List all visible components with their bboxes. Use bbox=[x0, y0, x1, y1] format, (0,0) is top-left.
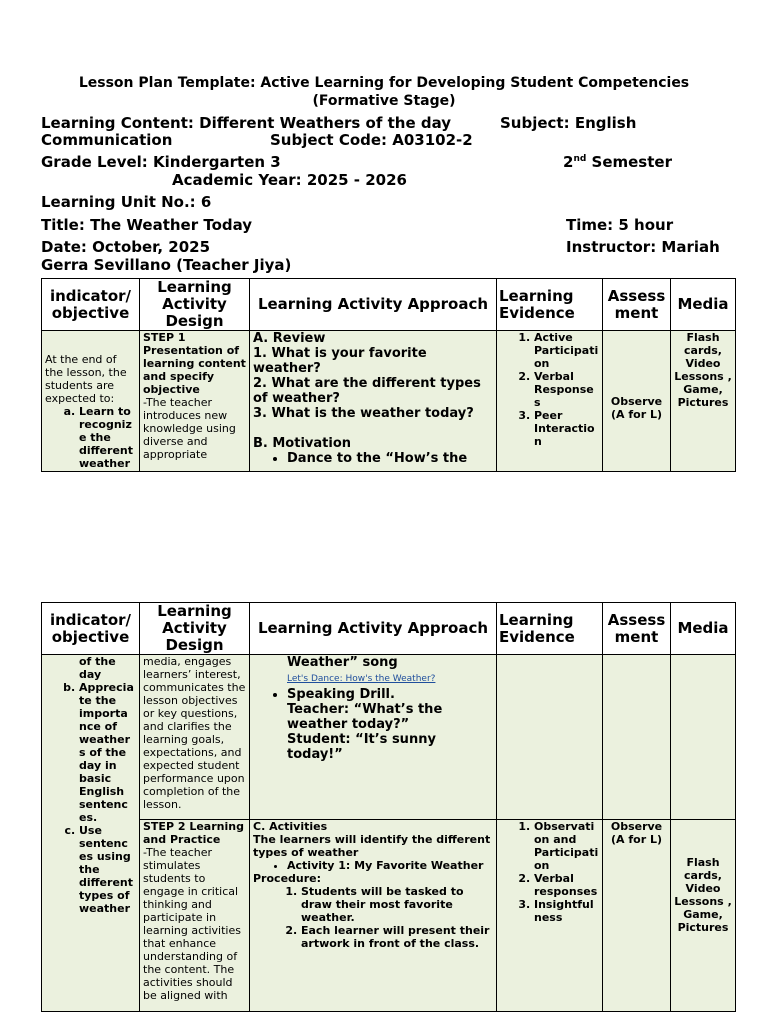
col-evidence: Learning Evidence bbox=[497, 603, 603, 655]
speaking-teacher: Teacher: “What’s the weather today?” bbox=[287, 702, 443, 732]
table-header-row bbox=[42, 279, 736, 331]
lesson-table-page2 bbox=[41, 602, 736, 1012]
table-row bbox=[42, 655, 736, 820]
subject-communication: Communication bbox=[41, 131, 173, 149]
procedure-step: 1. Students will be tasked to draw their most favorite weather. bbox=[301, 885, 493, 924]
col-assessment: Assess ment bbox=[603, 279, 671, 331]
procedure-label: Procedure: bbox=[253, 872, 322, 885]
speaking-title: • Speaking Drill. bbox=[287, 687, 493, 702]
learning-unit: Learning Unit No.: 6 bbox=[41, 193, 212, 211]
evidence-list bbox=[500, 820, 599, 924]
semester-ordinal: nd bbox=[573, 154, 587, 164]
design-cell bbox=[140, 820, 250, 1012]
lesson-title: Title: The Weather Today bbox=[41, 216, 253, 234]
design-cell: media, engages learners’ interest, communicates the lesson objectives or key questions, and clarifies the learning goals, expectations, and expected student performance upon completion of the lesson. bbox=[140, 655, 250, 820]
song-link[interactable]: Let's Dance: How's the Weather? bbox=[287, 674, 436, 684]
objective-a: a. Learn to recogniz e the different weather bbox=[79, 405, 136, 470]
activities-title: C. Activities bbox=[253, 820, 328, 833]
objective-c: c. Use sentenc es using the different types of weather bbox=[79, 824, 136, 915]
evidence-item: 2. Verbal responses bbox=[534, 872, 599, 898]
learning-content: Learning Content: Different Weathers of the day bbox=[41, 114, 452, 132]
speaking-student: Student: “It’s sunny today!” bbox=[287, 732, 436, 762]
step2-title: STEP 2 Learning and Practice bbox=[143, 820, 244, 846]
col-media: Media bbox=[671, 279, 736, 331]
evidence-item: 1. Active Participati on bbox=[534, 331, 599, 370]
media-cell bbox=[671, 655, 736, 820]
objective-b: b. Apprecia te the importa nce of weather s of the day in basic English sentenc es. bbox=[79, 681, 136, 824]
col-design: Learning Activity Design bbox=[140, 279, 250, 331]
assessment-cell bbox=[603, 655, 671, 820]
objective-cell bbox=[42, 655, 140, 1012]
grade-level: Grade Level: Kindergarten 3 bbox=[41, 153, 281, 171]
step2-text: -The teacher stimulates students to engage in critical thinking and participate in learning activities that enhance understanding of the content. The activities should be aligned with bbox=[143, 846, 241, 1002]
evidence-list bbox=[500, 331, 599, 448]
col-evidence: Learning Evidence bbox=[497, 279, 603, 331]
subject-code: Subject Code: A03102-2 bbox=[270, 131, 473, 149]
objective-cell bbox=[42, 331, 140, 472]
motivation-title: B. Motivation bbox=[253, 436, 352, 451]
approach-cell bbox=[250, 820, 497, 1012]
col-objective: indicator/ objective bbox=[42, 279, 140, 331]
evidence-item: 3. Peer Interactio n bbox=[534, 409, 599, 448]
activity-list bbox=[253, 859, 493, 872]
design-cell bbox=[140, 331, 250, 472]
table-header-row bbox=[42, 603, 736, 655]
objective-intro: At the end of the lesson, the students are expected to: bbox=[45, 353, 127, 405]
col-approach: Learning Activity Approach bbox=[250, 279, 497, 331]
col-assessment: Assess ment bbox=[603, 603, 671, 655]
table-row bbox=[42, 331, 736, 472]
media-cell: Flash cards, Video Lessons , Game, Pictures bbox=[671, 331, 736, 472]
col-media: Media bbox=[671, 603, 736, 655]
lesson-date: Date: October, 2025 bbox=[41, 238, 211, 256]
col-approach: Learning Activity Approach bbox=[250, 603, 497, 655]
semester-word: Semester bbox=[591, 153, 672, 171]
evidence-cell bbox=[497, 655, 603, 820]
instructor: Instructor: Mariah bbox=[566, 238, 720, 256]
song-continued: Weather” song bbox=[287, 655, 398, 670]
review-question-2: 2. What are the different types of weather? bbox=[253, 376, 481, 406]
media-cell: Flash cards, Video Lessons , Game, Pictures bbox=[671, 820, 736, 1012]
table-row bbox=[42, 820, 736, 1012]
procedure-steps bbox=[253, 885, 493, 950]
document-title-line1: Lesson Plan Template: Active Learning for Developing Student Competencies bbox=[78, 75, 690, 91]
evidence-item: 3. Insightful ness bbox=[534, 898, 599, 924]
assessment-cell: Observe (A for L) bbox=[603, 820, 671, 1012]
speaking-list bbox=[253, 687, 493, 702]
instructor-continued: Gerra Sevillano (Teacher Jiya) bbox=[41, 256, 292, 274]
academic-year: Academic Year: 2025 - 2026 bbox=[172, 171, 407, 189]
approach-cell bbox=[250, 331, 497, 472]
subject: Subject: English bbox=[500, 114, 637, 132]
col-design: Learning Activity Design bbox=[140, 603, 250, 655]
step1-text: -The teacher introduces new knowledge using diverse and appropriate bbox=[143, 396, 236, 461]
objective-list bbox=[45, 405, 136, 470]
evidence-cell bbox=[497, 331, 603, 472]
semester-number: 2 bbox=[563, 153, 574, 171]
motivation-item: • Dance to the “How’s the bbox=[287, 451, 493, 466]
motivation-list bbox=[253, 451, 493, 466]
objective-list bbox=[45, 681, 136, 915]
review-question-1: 1. What is your favorite weather? bbox=[253, 346, 427, 376]
col-objective: indicator/ objective bbox=[42, 603, 140, 655]
evidence-item: 2. Verbal Response s bbox=[534, 370, 599, 409]
lesson-time: Time: 5 hour bbox=[566, 216, 674, 234]
approach-cell bbox=[250, 655, 497, 820]
review-title: A. Review bbox=[253, 331, 326, 346]
activities-intro: The learners will identify the different types of weather bbox=[253, 833, 491, 859]
evidence-cell bbox=[497, 820, 603, 1012]
step1-title: STEP 1 Presentation of learning content and specify objective bbox=[143, 331, 246, 396]
lesson-table-page1 bbox=[41, 278, 736, 472]
evidence-item: 1. Observati on and Participati on bbox=[534, 820, 599, 872]
procedure-step: 2. Each learner will present their artwork in front of the class. bbox=[301, 924, 493, 950]
assessment-cell: Observe (A for L) bbox=[603, 331, 671, 472]
review-question-3: 3. What is the weather today? bbox=[253, 406, 474, 421]
semester bbox=[563, 153, 672, 171]
objective-a-continued: of the day bbox=[79, 655, 116, 681]
activity-1: • Activity 1: My Favorite Weather bbox=[287, 859, 493, 872]
document-title-line2: (Formative Stage) bbox=[312, 93, 456, 109]
